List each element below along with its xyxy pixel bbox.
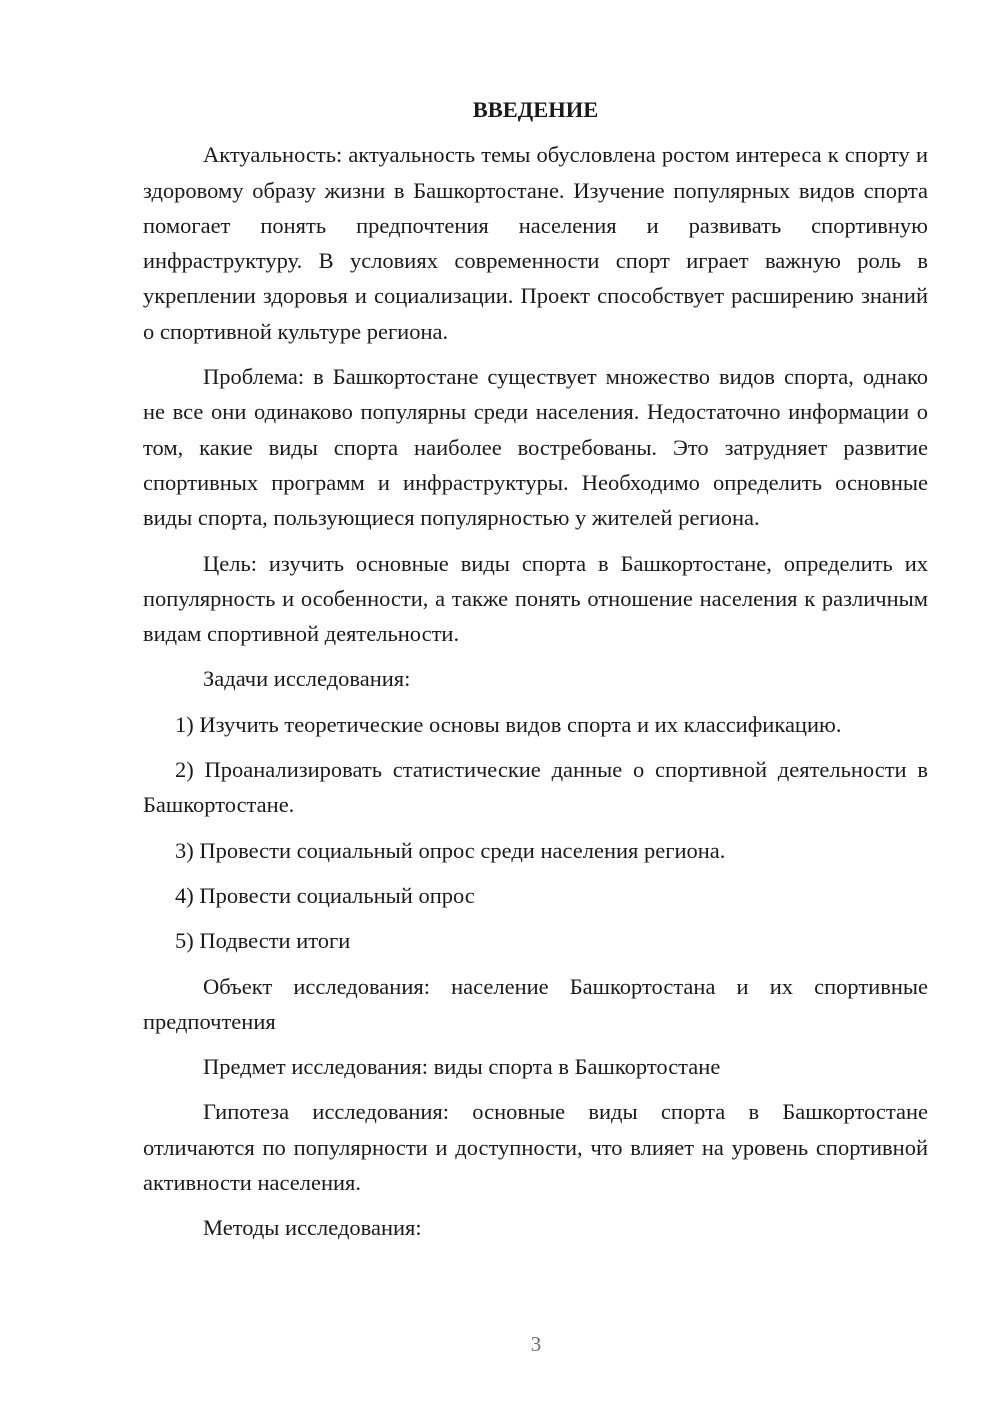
task-item-3: 3) Провести социальный опрос среди населения региона. (175, 837, 726, 863)
page-number: 3 (530, 1332, 542, 1356)
paragraph-subject: Предмет исследования: виды спорта в Башкортостане (203, 1054, 721, 1080)
task-item-2: 2) Проанализировать статистические данные о спортивной деятельности в Башкортостане. (143, 757, 928, 818)
paragraph-tasks-heading: Задачи исследования: (203, 666, 411, 692)
paragraph-problem: Проблема: в Башкортостане существует множество видов спорта, однако не все они одинаково популярны среди населения. Недостаточно информации о том, какие виды спорта наиболее востребованы. Это затрудняет развитие спортивных программ и инфраструктуры. Необходимо определить основные виды спорта, пользующиеся популярностью у жителей региона. (143, 364, 928, 531)
paragraph-goal: Цель: изучить основные виды спорта в Башкортостане, определить их популярность и особенности, а также понять отношение населения к различным видам спортивной деятельности. (143, 550, 928, 647)
task-item-1: 1) Изучить теоретические основы видов спорта и их классификацию. (175, 711, 842, 737)
task-item-5: 5) Подвести итоги (175, 928, 351, 954)
section-title: ВВЕДЕНИЕ (472, 97, 599, 122)
paragraph-hypothesis: Гипотеза исследования: основные виды спорта в Башкортостане отличаются по популярности и доступности, что влияет на уровень спортивной активности населения. (143, 1099, 928, 1196)
page-content (143, 92, 928, 1256)
task-item-4: 4) Провести социальный опрос (175, 882, 475, 908)
paragraph-methods: Методы исследования: (203, 1215, 422, 1241)
paragraph-object: Объект исследования: население Башкортостана и их спортивные предпочтения (143, 973, 928, 1034)
paragraph-relevance: Актуальность: актуальность темы обусловлена ростом интереса к спорту и здоровому образу жизни в Башкортостане. Изучение популярных видов спорта помогает понять предпочтения населения и развивать спортивную инфраструктуру. В условиях современности спорт играет важную роль в укреплении здоровья и социализации. Проект способствует расширению знаний о спортивной культуре региона. (143, 142, 928, 344)
